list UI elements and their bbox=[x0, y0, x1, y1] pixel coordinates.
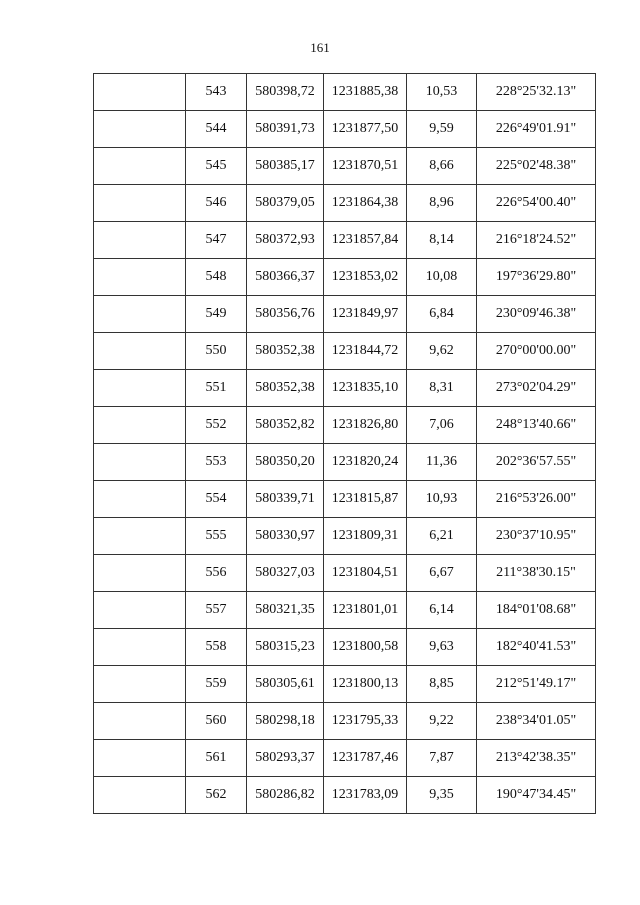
cell-blank bbox=[94, 481, 186, 518]
cell-y-coordinate: 1231795,33 bbox=[324, 703, 407, 740]
cell-x-coordinate: 580330,97 bbox=[247, 518, 324, 555]
table-row bbox=[94, 666, 596, 703]
table-row bbox=[94, 296, 596, 333]
cell-x-coordinate: 580305,61 bbox=[247, 666, 324, 703]
cell-point-number: 543 bbox=[186, 74, 247, 111]
cell-y-coordinate: 1231870,51 bbox=[324, 148, 407, 185]
cell-direction-angle: 226°54'00.40" bbox=[477, 185, 596, 222]
cell-distance: 9,22 bbox=[407, 703, 477, 740]
cell-point-number: 554 bbox=[186, 481, 247, 518]
cell-x-coordinate: 580391,73 bbox=[247, 111, 324, 148]
cell-blank bbox=[94, 555, 186, 592]
cell-direction-angle: 211°38'30.15" bbox=[477, 555, 596, 592]
cell-y-coordinate: 1231885,38 bbox=[324, 74, 407, 111]
cell-direction-angle: 226°49'01.91" bbox=[477, 111, 596, 148]
cell-distance: 10,53 bbox=[407, 74, 477, 111]
table-row bbox=[94, 259, 596, 296]
cell-blank bbox=[94, 370, 186, 407]
cell-point-number: 556 bbox=[186, 555, 247, 592]
cell-y-coordinate: 1231809,31 bbox=[324, 518, 407, 555]
cell-point-number: 552 bbox=[186, 407, 247, 444]
cell-direction-angle: 212°51'49.17" bbox=[477, 666, 596, 703]
cell-x-coordinate: 580385,17 bbox=[247, 148, 324, 185]
cell-direction-angle: 184°01'08.68" bbox=[477, 592, 596, 629]
cell-y-coordinate: 1231835,10 bbox=[324, 370, 407, 407]
cell-blank bbox=[94, 111, 186, 148]
table-row bbox=[94, 703, 596, 740]
table-row bbox=[94, 481, 596, 518]
cell-point-number: 547 bbox=[186, 222, 247, 259]
cell-blank bbox=[94, 333, 186, 370]
cell-direction-angle: 197°36'29.80" bbox=[477, 259, 596, 296]
cell-direction-angle: 230°09'46.38" bbox=[477, 296, 596, 333]
cell-blank bbox=[94, 777, 186, 814]
cell-blank bbox=[94, 185, 186, 222]
cell-x-coordinate: 580327,03 bbox=[247, 555, 324, 592]
table-row bbox=[94, 518, 596, 555]
cell-distance: 8,31 bbox=[407, 370, 477, 407]
cell-y-coordinate: 1231864,38 bbox=[324, 185, 407, 222]
cell-point-number: 561 bbox=[186, 740, 247, 777]
cell-direction-angle: 270°00'00.00" bbox=[477, 333, 596, 370]
cell-blank bbox=[94, 592, 186, 629]
cell-distance: 11,36 bbox=[407, 444, 477, 481]
cell-direction-angle: 273°02'04.29" bbox=[477, 370, 596, 407]
cell-distance: 10,93 bbox=[407, 481, 477, 518]
cell-y-coordinate: 1231844,72 bbox=[324, 333, 407, 370]
cell-direction-angle: 248°13'40.66" bbox=[477, 407, 596, 444]
cell-x-coordinate: 580298,18 bbox=[247, 703, 324, 740]
table-row bbox=[94, 629, 596, 666]
cell-distance: 8,96 bbox=[407, 185, 477, 222]
cell-point-number: 549 bbox=[186, 296, 247, 333]
cell-x-coordinate: 580366,37 bbox=[247, 259, 324, 296]
cell-x-coordinate: 580398,72 bbox=[247, 74, 324, 111]
coordinates-table bbox=[93, 73, 596, 814]
table-row bbox=[94, 555, 596, 592]
cell-blank bbox=[94, 444, 186, 481]
cell-distance: 8,85 bbox=[407, 666, 477, 703]
table-row bbox=[94, 111, 596, 148]
cell-point-number: 562 bbox=[186, 777, 247, 814]
cell-distance: 6,67 bbox=[407, 555, 477, 592]
cell-y-coordinate: 1231826,80 bbox=[324, 407, 407, 444]
cell-blank bbox=[94, 666, 186, 703]
cell-direction-angle: 216°18'24.52" bbox=[477, 222, 596, 259]
cell-direction-angle: 216°53'26.00" bbox=[477, 481, 596, 518]
cell-blank bbox=[94, 222, 186, 259]
cell-x-coordinate: 580352,38 bbox=[247, 370, 324, 407]
cell-point-number: 548 bbox=[186, 259, 247, 296]
cell-direction-angle: 230°37'10.95" bbox=[477, 518, 596, 555]
cell-blank bbox=[94, 629, 186, 666]
cell-x-coordinate: 580339,71 bbox=[247, 481, 324, 518]
cell-point-number: 555 bbox=[186, 518, 247, 555]
cell-y-coordinate: 1231800,58 bbox=[324, 629, 407, 666]
cell-blank bbox=[94, 407, 186, 444]
cell-point-number: 553 bbox=[186, 444, 247, 481]
table-row bbox=[94, 185, 596, 222]
page-number: 161 bbox=[310, 40, 330, 55]
cell-x-coordinate: 580321,35 bbox=[247, 592, 324, 629]
cell-x-coordinate: 580286,82 bbox=[247, 777, 324, 814]
cell-x-coordinate: 580356,76 bbox=[247, 296, 324, 333]
cell-direction-angle: 228°25'32.13" bbox=[477, 74, 596, 111]
table-row bbox=[94, 148, 596, 185]
cell-distance: 6,14 bbox=[407, 592, 477, 629]
cell-point-number: 558 bbox=[186, 629, 247, 666]
cell-y-coordinate: 1231877,50 bbox=[324, 111, 407, 148]
cell-y-coordinate: 1231857,84 bbox=[324, 222, 407, 259]
cell-point-number: 557 bbox=[186, 592, 247, 629]
cell-point-number: 559 bbox=[186, 666, 247, 703]
cell-distance: 9,35 bbox=[407, 777, 477, 814]
cell-x-coordinate: 580293,37 bbox=[247, 740, 324, 777]
table-row bbox=[94, 370, 596, 407]
cell-blank bbox=[94, 74, 186, 111]
cell-y-coordinate: 1231787,46 bbox=[324, 740, 407, 777]
cell-direction-angle: 182°40'41.53" bbox=[477, 629, 596, 666]
cell-blank bbox=[94, 703, 186, 740]
cell-x-coordinate: 580372,93 bbox=[247, 222, 324, 259]
cell-x-coordinate: 580352,38 bbox=[247, 333, 324, 370]
cell-y-coordinate: 1231801,01 bbox=[324, 592, 407, 629]
cell-point-number: 546 bbox=[186, 185, 247, 222]
coordinates-table-body bbox=[94, 74, 596, 814]
cell-direction-angle: 213°42'38.35" bbox=[477, 740, 596, 777]
cell-y-coordinate: 1231849,97 bbox=[324, 296, 407, 333]
cell-y-coordinate: 1231800,13 bbox=[324, 666, 407, 703]
cell-distance: 9,59 bbox=[407, 111, 477, 148]
cell-x-coordinate: 580352,82 bbox=[247, 407, 324, 444]
table-row bbox=[94, 592, 596, 629]
cell-x-coordinate: 580379,05 bbox=[247, 185, 324, 222]
table-row bbox=[94, 333, 596, 370]
cell-blank bbox=[94, 296, 186, 333]
cell-distance: 8,66 bbox=[407, 148, 477, 185]
cell-distance: 9,62 bbox=[407, 333, 477, 370]
cell-blank bbox=[94, 740, 186, 777]
table-row bbox=[94, 222, 596, 259]
cell-distance: 9,63 bbox=[407, 629, 477, 666]
cell-y-coordinate: 1231804,51 bbox=[324, 555, 407, 592]
table-row bbox=[94, 407, 596, 444]
cell-blank bbox=[94, 148, 186, 185]
table-row bbox=[94, 444, 596, 481]
cell-distance: 10,08 bbox=[407, 259, 477, 296]
cell-y-coordinate: 1231783,09 bbox=[324, 777, 407, 814]
cell-distance: 6,21 bbox=[407, 518, 477, 555]
cell-distance: 7,06 bbox=[407, 407, 477, 444]
cell-y-coordinate: 1231815,87 bbox=[324, 481, 407, 518]
cell-y-coordinate: 1231820,24 bbox=[324, 444, 407, 481]
cell-direction-angle: 225°02'48.38" bbox=[477, 148, 596, 185]
cell-point-number: 544 bbox=[186, 111, 247, 148]
cell-y-coordinate: 1231853,02 bbox=[324, 259, 407, 296]
cell-x-coordinate: 580315,23 bbox=[247, 629, 324, 666]
cell-direction-angle: 190°47'34.45" bbox=[477, 777, 596, 814]
cell-blank bbox=[94, 518, 186, 555]
cell-direction-angle: 238°34'01.05" bbox=[477, 703, 596, 740]
table-row bbox=[94, 740, 596, 777]
cell-point-number: 545 bbox=[186, 148, 247, 185]
cell-distance: 7,87 bbox=[407, 740, 477, 777]
cell-point-number: 560 bbox=[186, 703, 247, 740]
cell-x-coordinate: 580350,20 bbox=[247, 444, 324, 481]
cell-distance: 8,14 bbox=[407, 222, 477, 259]
cell-point-number: 550 bbox=[186, 333, 247, 370]
table-row bbox=[94, 74, 596, 111]
cell-direction-angle: 202°36'57.55" bbox=[477, 444, 596, 481]
table-row bbox=[94, 777, 596, 814]
cell-point-number: 551 bbox=[186, 370, 247, 407]
cell-blank bbox=[94, 259, 186, 296]
cell-distance: 6,84 bbox=[407, 296, 477, 333]
